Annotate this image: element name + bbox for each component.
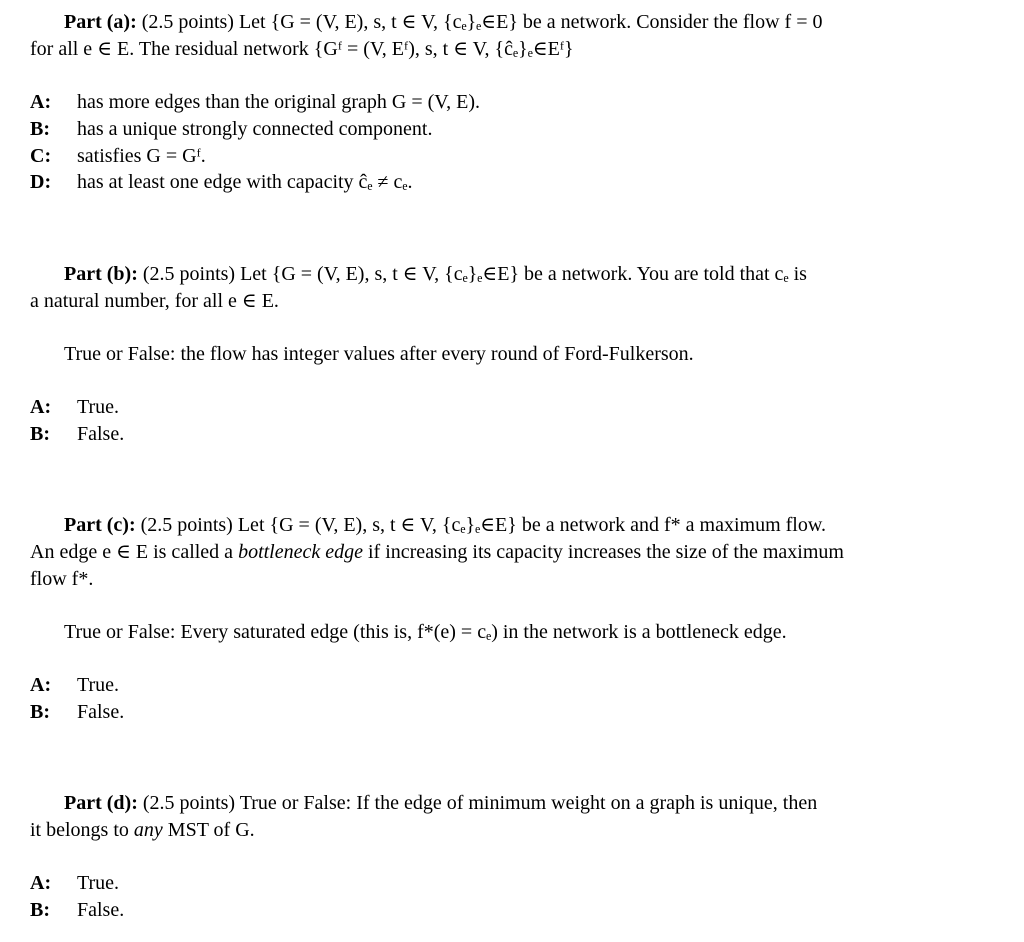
option-text: has more edges than the original graph G = (V, E). [77,91,481,113]
part-d-stem-text1: True or False: If the edge of minimum weight on a graph is unique, then [239,792,818,814]
part-d-option-a[interactable] [30,870,119,897]
part-c-term-bottleneck: bottleneck edge [238,541,363,563]
part-d-option-b[interactable] [30,897,124,924]
option-text: has at least one edge with capacity ĉₑ ≠ cₑ. [77,171,413,193]
option-text: False. [77,423,125,445]
part-c-stem-line2 [30,539,844,566]
part-c-points: (2.5 points) [140,514,233,536]
part-d-term-any: any [133,819,163,841]
option-text: True. [77,872,120,894]
part-d-stem-text2a: it belongs to [30,819,134,841]
part-a-option-a[interactable] [30,89,480,116]
part-c-stem-text1: Let {G = (V, E), s, t ∈ V, {cₑ}ₑ∈E} be a network and f* a maximum flow. [237,514,826,536]
part-b-stem-text1: Let {G = (V, E), s, t ∈ V, {cₑ}ₑ∈E} be a network. You are told that cₑ is [240,263,807,285]
part-d-stem-line1 [64,790,817,817]
part-c-option-b[interactable] [30,699,124,726]
part-c-stem-line1 [64,512,826,539]
part-a-points: (2.5 points) [141,11,234,33]
part-b-option-a[interactable] [30,394,119,421]
option-text: True. [77,396,120,418]
part-d-points: (2.5 points) [142,792,236,814]
option-text: satisfies G = Gᶠ. [77,145,206,167]
part-c-label: Part (c): [64,514,136,536]
option-key: C: [30,145,52,167]
part-c-prompt: True or False: Every saturated edge (this is, f*(e) = cₑ) in the network is a bottleneck edge. [64,621,787,643]
option-key: A: [30,396,52,418]
option-key: A: [30,91,52,113]
part-c-option-a[interactable] [30,672,119,699]
option-key: B: [30,701,50,723]
part-a-option-d[interactable] [30,169,413,196]
option-text: True. [77,674,120,696]
option-text: False. [77,701,125,723]
part-b-stem-line1 [64,261,807,288]
option-key: B: [30,423,50,445]
part-d-stem-text2b: MST of G. [162,819,255,841]
option-key: A: [30,674,52,696]
option-text: has a unique strongly connected component. [77,118,433,140]
option-key: B: [30,118,50,140]
part-a-option-b[interactable] [30,116,432,143]
part-c-stem-text2a: An edge e ∈ E is called a [30,541,239,563]
part-c-stem-text2b: if increasing its capacity increases the size of the maximum [363,541,844,563]
part-d-stem-line2 [30,817,255,844]
part-b-points: (2.5 points) [142,263,236,285]
part-a-stem-text1: Let {G = (V, E), s, t ∈ V, {cₑ}ₑ∈E} be a network. Consider the flow f = 0 [238,11,823,33]
part-d-label: Part (d): [64,792,138,814]
part-b-option-b[interactable] [30,421,124,448]
option-key: A: [30,872,52,894]
part-c-stem-line3: flow f*. [30,568,94,590]
part-b-label: Part (b): [64,263,138,285]
part-a-label: Part (a): [64,11,137,33]
option-key: B: [30,899,50,921]
part-a-stem-line1 [64,9,822,36]
option-text: False. [77,899,125,921]
part-b-stem-line2: a natural number, for all e ∈ E. [30,290,279,312]
part-b-prompt: True or False: the flow has integer values after every round of Ford-Fulkerson. [64,343,694,365]
part-a-option-c[interactable] [30,143,206,170]
part-a-stem-line2: for all e ∈ E. The residual network {Gᶠ = (V, Eᶠ), s, t ∈ V, {ĉₑ}ₑ∈Eᶠ} [30,38,574,60]
option-key: D: [30,171,52,193]
